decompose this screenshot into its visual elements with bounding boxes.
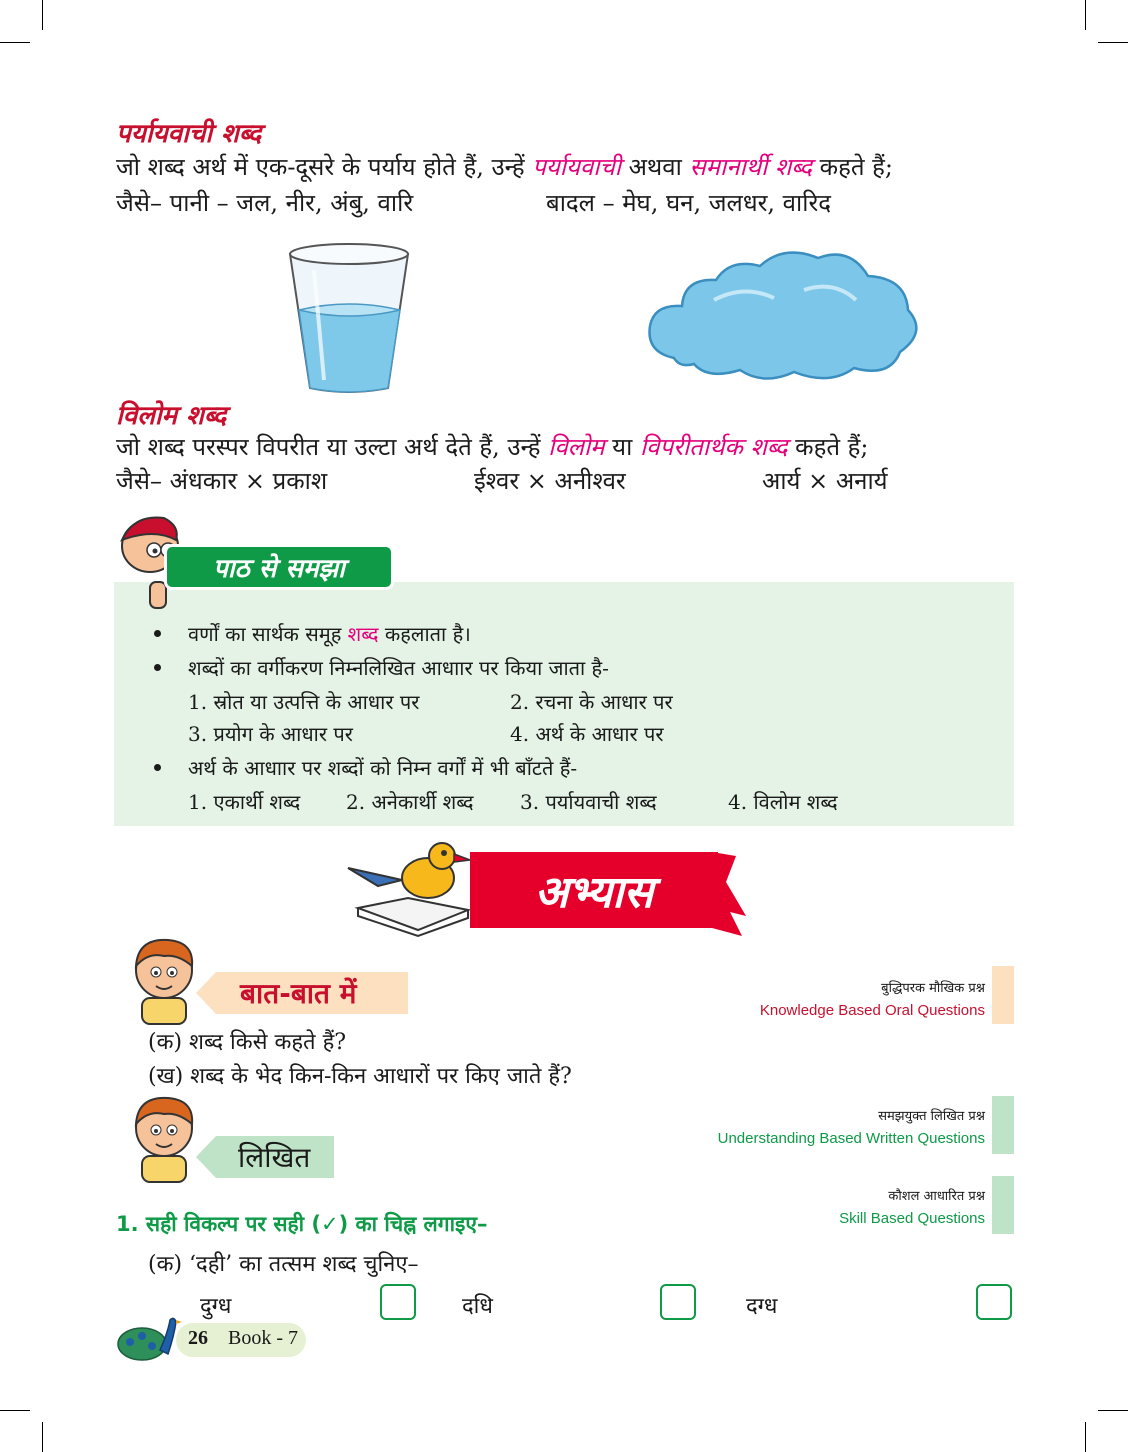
water-glass-illustration: [284, 240, 414, 395]
def-text: जो शब्द परस्पर विपरीत या उल्टा अर्थ देते हैं, उन्हें: [116, 433, 541, 461]
cloud-illustration: [644, 240, 924, 390]
example-item: ईश्वर × अनीश्वर: [474, 467, 626, 495]
type-english: Skill Based Questions: [839, 1210, 985, 1227]
oral-question: (ख) शब्द के भेद किन-किन आधारों पर किए जाते हैं?: [148, 1064, 572, 1089]
bird-book-icon: [338, 838, 478, 938]
def-term: विलोम: [548, 433, 605, 461]
bullet-term: शब्द: [347, 622, 379, 646]
def-term: पर्यायवाची: [532, 153, 621, 181]
crop-mark: [1085, 1422, 1086, 1452]
summary-bullet: शब्दों का वर्गीकरण निम्नलिखित आधाार पर किया जाता है-: [188, 656, 609, 680]
option-checkbox[interactable]: [660, 1284, 696, 1320]
example-item: आर्य × अनार्य: [762, 467, 888, 495]
crop-mark: [1098, 42, 1128, 43]
example-item: बादल – मेघ, घन, जलधर, वारिद: [546, 189, 831, 217]
bullet-text: कहलाता है।: [384, 622, 471, 646]
crop-mark: [42, 0, 43, 30]
summary-subitem: 3. पर्यायवाची शब्द: [520, 790, 657, 814]
crop-mark: [0, 42, 30, 43]
page-number: 26: [188, 1327, 208, 1349]
bullet-dot: [154, 664, 161, 671]
summary-bullet: [188, 620, 471, 647]
def-text: कहते हैं;: [819, 153, 893, 181]
option-checkbox[interactable]: [976, 1284, 1012, 1320]
summary-subitem: 1. एकार्थी शब्द: [188, 790, 301, 814]
type-hindi: कौशल आधारित प्रश्न: [888, 1189, 985, 1204]
option-label: दुग्ध: [200, 1294, 232, 1319]
abhyas-banner: अभ्यास: [470, 852, 718, 928]
option-label: दधि: [462, 1294, 493, 1319]
type-english: Knowledge Based Oral Questions: [759, 1002, 985, 1019]
summary-subitem: 2. अनेकार्थी शब्द: [346, 790, 474, 814]
summary-subitem: 2. रचना के आधार पर: [510, 690, 673, 714]
summary-subitem: 4. विलोम शब्द: [728, 790, 838, 814]
summary-bullet: अर्थ के आधाार पर शब्दों को निम्न वर्गों में भी बाँटते हैं-: [188, 756, 578, 780]
summary-subitem: 4. अर्थ के आधार पर: [510, 722, 664, 746]
def-text: या: [612, 433, 633, 461]
def-text: अथवा: [628, 153, 682, 181]
banner-tail-icon: [712, 852, 752, 938]
summary-banner: पाठ से समझा: [164, 544, 394, 590]
bullet-text: वर्णों का सार्थक समूह: [188, 622, 342, 646]
type-bar: [992, 966, 1014, 1024]
crop-mark: [42, 1422, 43, 1452]
def-term: विपरीतार्थक शब्द: [639, 433, 788, 461]
example-item: जैसे– पानी – जल, नीर, अंबु, वारि: [116, 189, 414, 217]
skill-question-type: [839, 1186, 985, 1227]
summary-subitem: 3. प्रयोग के आधार पर: [188, 722, 353, 746]
option-checkbox[interactable]: [380, 1284, 416, 1320]
bullet-dot: [154, 764, 161, 771]
type-english: Understanding Based Written Questions: [717, 1130, 985, 1147]
oral-question-type: [760, 978, 985, 1019]
option-label: दग्ध: [746, 1294, 778, 1319]
type-bar: [992, 1096, 1014, 1154]
summary-subitem: 1. स्रोत या उत्पत्ति के आधार पर: [188, 690, 420, 714]
type-bar: [992, 1176, 1014, 1234]
book-label: Book - 7: [228, 1327, 298, 1349]
def-text: कहते हैं;: [795, 433, 869, 461]
type-hindi: बुद्धिपरक मौखिक प्रश्न: [881, 981, 985, 996]
question-sub: (क) ‘दही’ का तत्सम शब्द चुनिए–: [148, 1252, 419, 1277]
written-label: लिखित: [238, 1141, 311, 1174]
paryayvachi-heading: पर्यायवाची शब्द: [116, 119, 262, 149]
paryayvachi-definition: [116, 150, 893, 184]
def-text: जो शब्द अर्थ में एक-दूसरे के पर्याय होते हैं, उन्हें: [116, 153, 525, 181]
crop-mark: [0, 1410, 30, 1411]
crop-mark: [1085, 0, 1086, 30]
type-hindi: समझयुक्त लिखित प्रश्न: [878, 1109, 985, 1124]
def-term: समानार्थी शब्द: [689, 153, 813, 181]
oral-question: (क) शब्द किसे कहते हैं?: [148, 1030, 347, 1055]
bullet-dot: [154, 630, 161, 637]
vilom-heading: विलोम शब्द: [116, 401, 227, 431]
question-title: 1. सही विकल्प पर सही (✓) का चिह्न लगाइए–: [116, 1212, 488, 1236]
example-item: जैसे– अंधकार × प्रकाश: [116, 467, 328, 495]
crop-mark: [1098, 1410, 1128, 1411]
vilom-definition: [116, 430, 869, 464]
oral-label: बात-बात में: [240, 977, 357, 1010]
written-question-type: [718, 1106, 985, 1147]
